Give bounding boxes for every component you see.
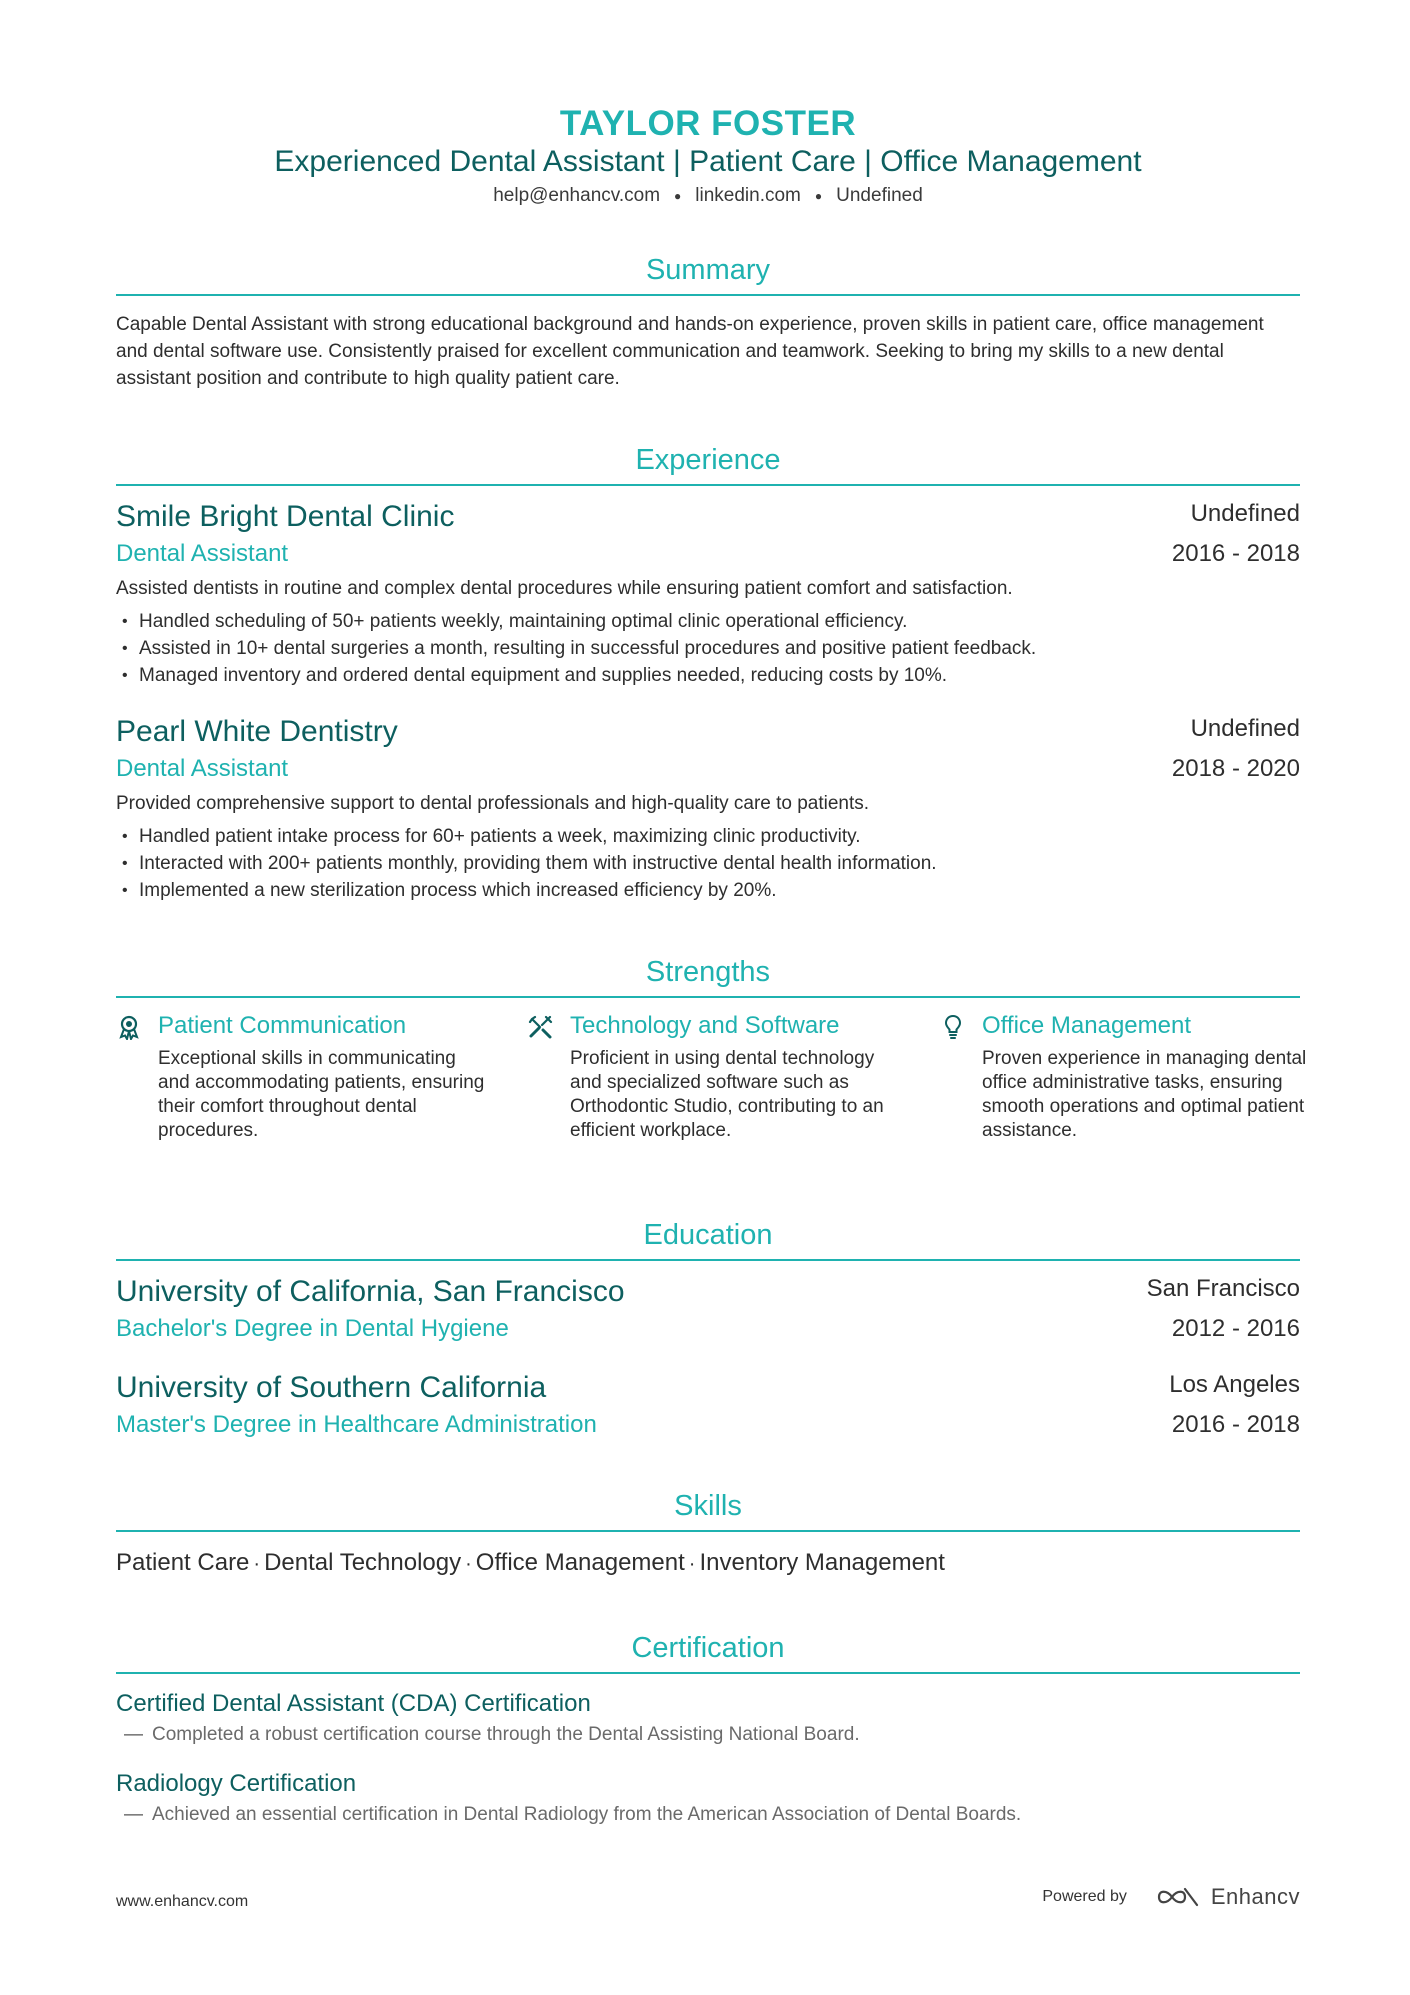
certification-item [116,1770,1300,1826]
bullet-dot: • [122,855,128,872]
job-bullets [122,608,1036,689]
strength-description: Proven experience in managing dental office administrative tasks, ensuring smooth operations and optimal patient assistance. [982,1048,1307,1141]
list-item: • Implemented a new sterilization process which increased efficiency by 20%. [122,877,937,904]
bullet-dot: • [122,667,128,684]
education-dates: 2012 - 2016 [1171,1315,1300,1342]
job-role: Dental Assistant [116,755,289,782]
experience-heading: Experience [635,444,781,476]
job-location: Undefined [1190,500,1300,527]
skill-separator: · [465,1553,472,1575]
education-heading: Education [643,1219,773,1251]
contact-email[interactable]: help@enhancv.com [493,185,661,206]
bullet-dot: • [122,640,128,657]
lightbulb-icon [940,1014,966,1040]
strength-description: Proficient in using dental technology and specialized software such as Orthodontic Studio, contributing to an efficient workplace. [570,1048,884,1141]
skill-separator: · [253,1553,261,1575]
strengths-divider [116,996,1300,998]
bullet-dot: • [122,828,128,845]
job-dates: 2018 - 2020 [1171,755,1300,782]
skills-heading: Skills [674,1490,742,1522]
job-location: Undefined [1190,715,1300,742]
powered-by-label: Powered by [1042,1888,1127,1905]
strength-title: Office Management [982,1012,1192,1039]
company-name: Smile Bright Dental Clinic [116,500,455,533]
bullet-separator: ● [674,188,682,203]
dash-marker: — [124,1724,143,1745]
enhancv-logo-text: Enhancv [1210,1884,1300,1909]
bullet-dot: • [122,613,128,630]
enhancv-logo[interactable] [1155,1884,1300,1910]
list-item: • Assisted in 10+ dental surgeries a month, resulting in successful procedures and positive patient feedback. [122,635,1036,662]
company-name: Pearl White Dentistry [116,715,398,748]
job-bullets [122,823,937,904]
bullet-dot: • [122,882,128,899]
school-name: University of Southern California [116,1371,547,1404]
skill-item: Inventory Management [699,1549,945,1576]
tools-icon [528,1014,554,1040]
strength-title: Technology and Software [570,1012,840,1039]
award-ribbon-icon [116,1014,142,1040]
school-location: Los Angeles [1169,1371,1300,1398]
certification-divider [116,1672,1300,1674]
certification-item [116,1690,1300,1746]
summary-divider [116,294,1300,296]
education-divider [116,1259,1300,1261]
skill-item: Office Management [475,1549,685,1576]
certification-description: — Achieved an essential certification in Dental Radiology from the American Association of Dental Boards. [124,1804,1022,1825]
dash-marker: — [124,1804,143,1825]
strengths-heading: Strengths [645,956,771,988]
certification-heading: Certification [631,1632,785,1664]
candidate-name: TAYLOR FOSTER [559,104,857,143]
job-description: Provided comprehensive support to dental professionals and high-quality care to patients. [116,793,870,814]
candidate-headline: Experienced Dental Assistant | Patient Care | Office Management [274,145,1142,178]
job-description: Assisted dentists in routine and complex dental procedures while ensuring patient comfort and satisfaction. [116,578,1013,599]
list-item: • Handled patient intake process for 60+ patients a week, maximizing clinic productivity. [122,823,937,850]
job-dates: 2016 - 2018 [1171,540,1300,567]
bullet-separator: ● [814,188,823,203]
resume-page [116,0,1307,1995]
skills-list [116,1549,945,1577]
list-item: • Interacted with 200+ patients monthly, providing them with instructive dental health information. [122,850,937,877]
degree-name: Master's Degree in Healthcare Administration [116,1411,597,1438]
school-name: University of California, San Francisco [116,1275,625,1308]
skill-item: Dental Technology [264,1549,462,1576]
skills-divider [116,1530,1300,1532]
skill-separator: · [688,1553,696,1575]
skill-item: Patient Care [116,1549,250,1576]
list-item: • Managed inventory and ordered dental equipment and supplies needed, reducing costs by 10%. [122,662,1036,689]
footer-website[interactable]: www.enhancv.com [116,1893,249,1910]
certification-description: — Completed a robust certification course through the Dental Assisting National Board. [124,1724,860,1745]
list-item: • Handled scheduling of 50+ patients weekly, maintaining optimal clinic operational efficiency. [122,608,1036,635]
summary-text: Capable Dental Assistant with strong educational background and hands-on experience, proven skills in patient care, office management and dental software use. Consistently praised for excellent communication and teamwork. Seeking to bring my skills to a new dental assistant position and contribute to high quality patient care. [116,314,1264,389]
certification-title: Radiology Certification [116,1770,357,1797]
summary-heading: Summary [645,254,771,286]
contact-line [116,185,1300,207]
job-role: Dental Assistant [116,540,289,567]
education-dates: 2016 - 2018 [1171,1411,1300,1438]
contact-location: Undefined [836,185,923,206]
school-location: San Francisco [1146,1275,1300,1302]
experience-divider [116,484,1300,486]
strength-description: Exceptional skills in communicating and accommodating patients, ensuring their comfort throughout dental procedures. [158,1048,485,1141]
enhancv-logo-icon [1155,1885,1201,1909]
degree-name: Bachelor's Degree in Dental Hygiene [116,1315,509,1342]
footer-branding [1042,1884,1300,1910]
strength-title: Patient Communication [158,1012,407,1039]
contact-linkedin[interactable]: linkedin.com [695,185,801,206]
certification-title: Certified Dental Assistant (CDA) Certification [116,1690,591,1717]
